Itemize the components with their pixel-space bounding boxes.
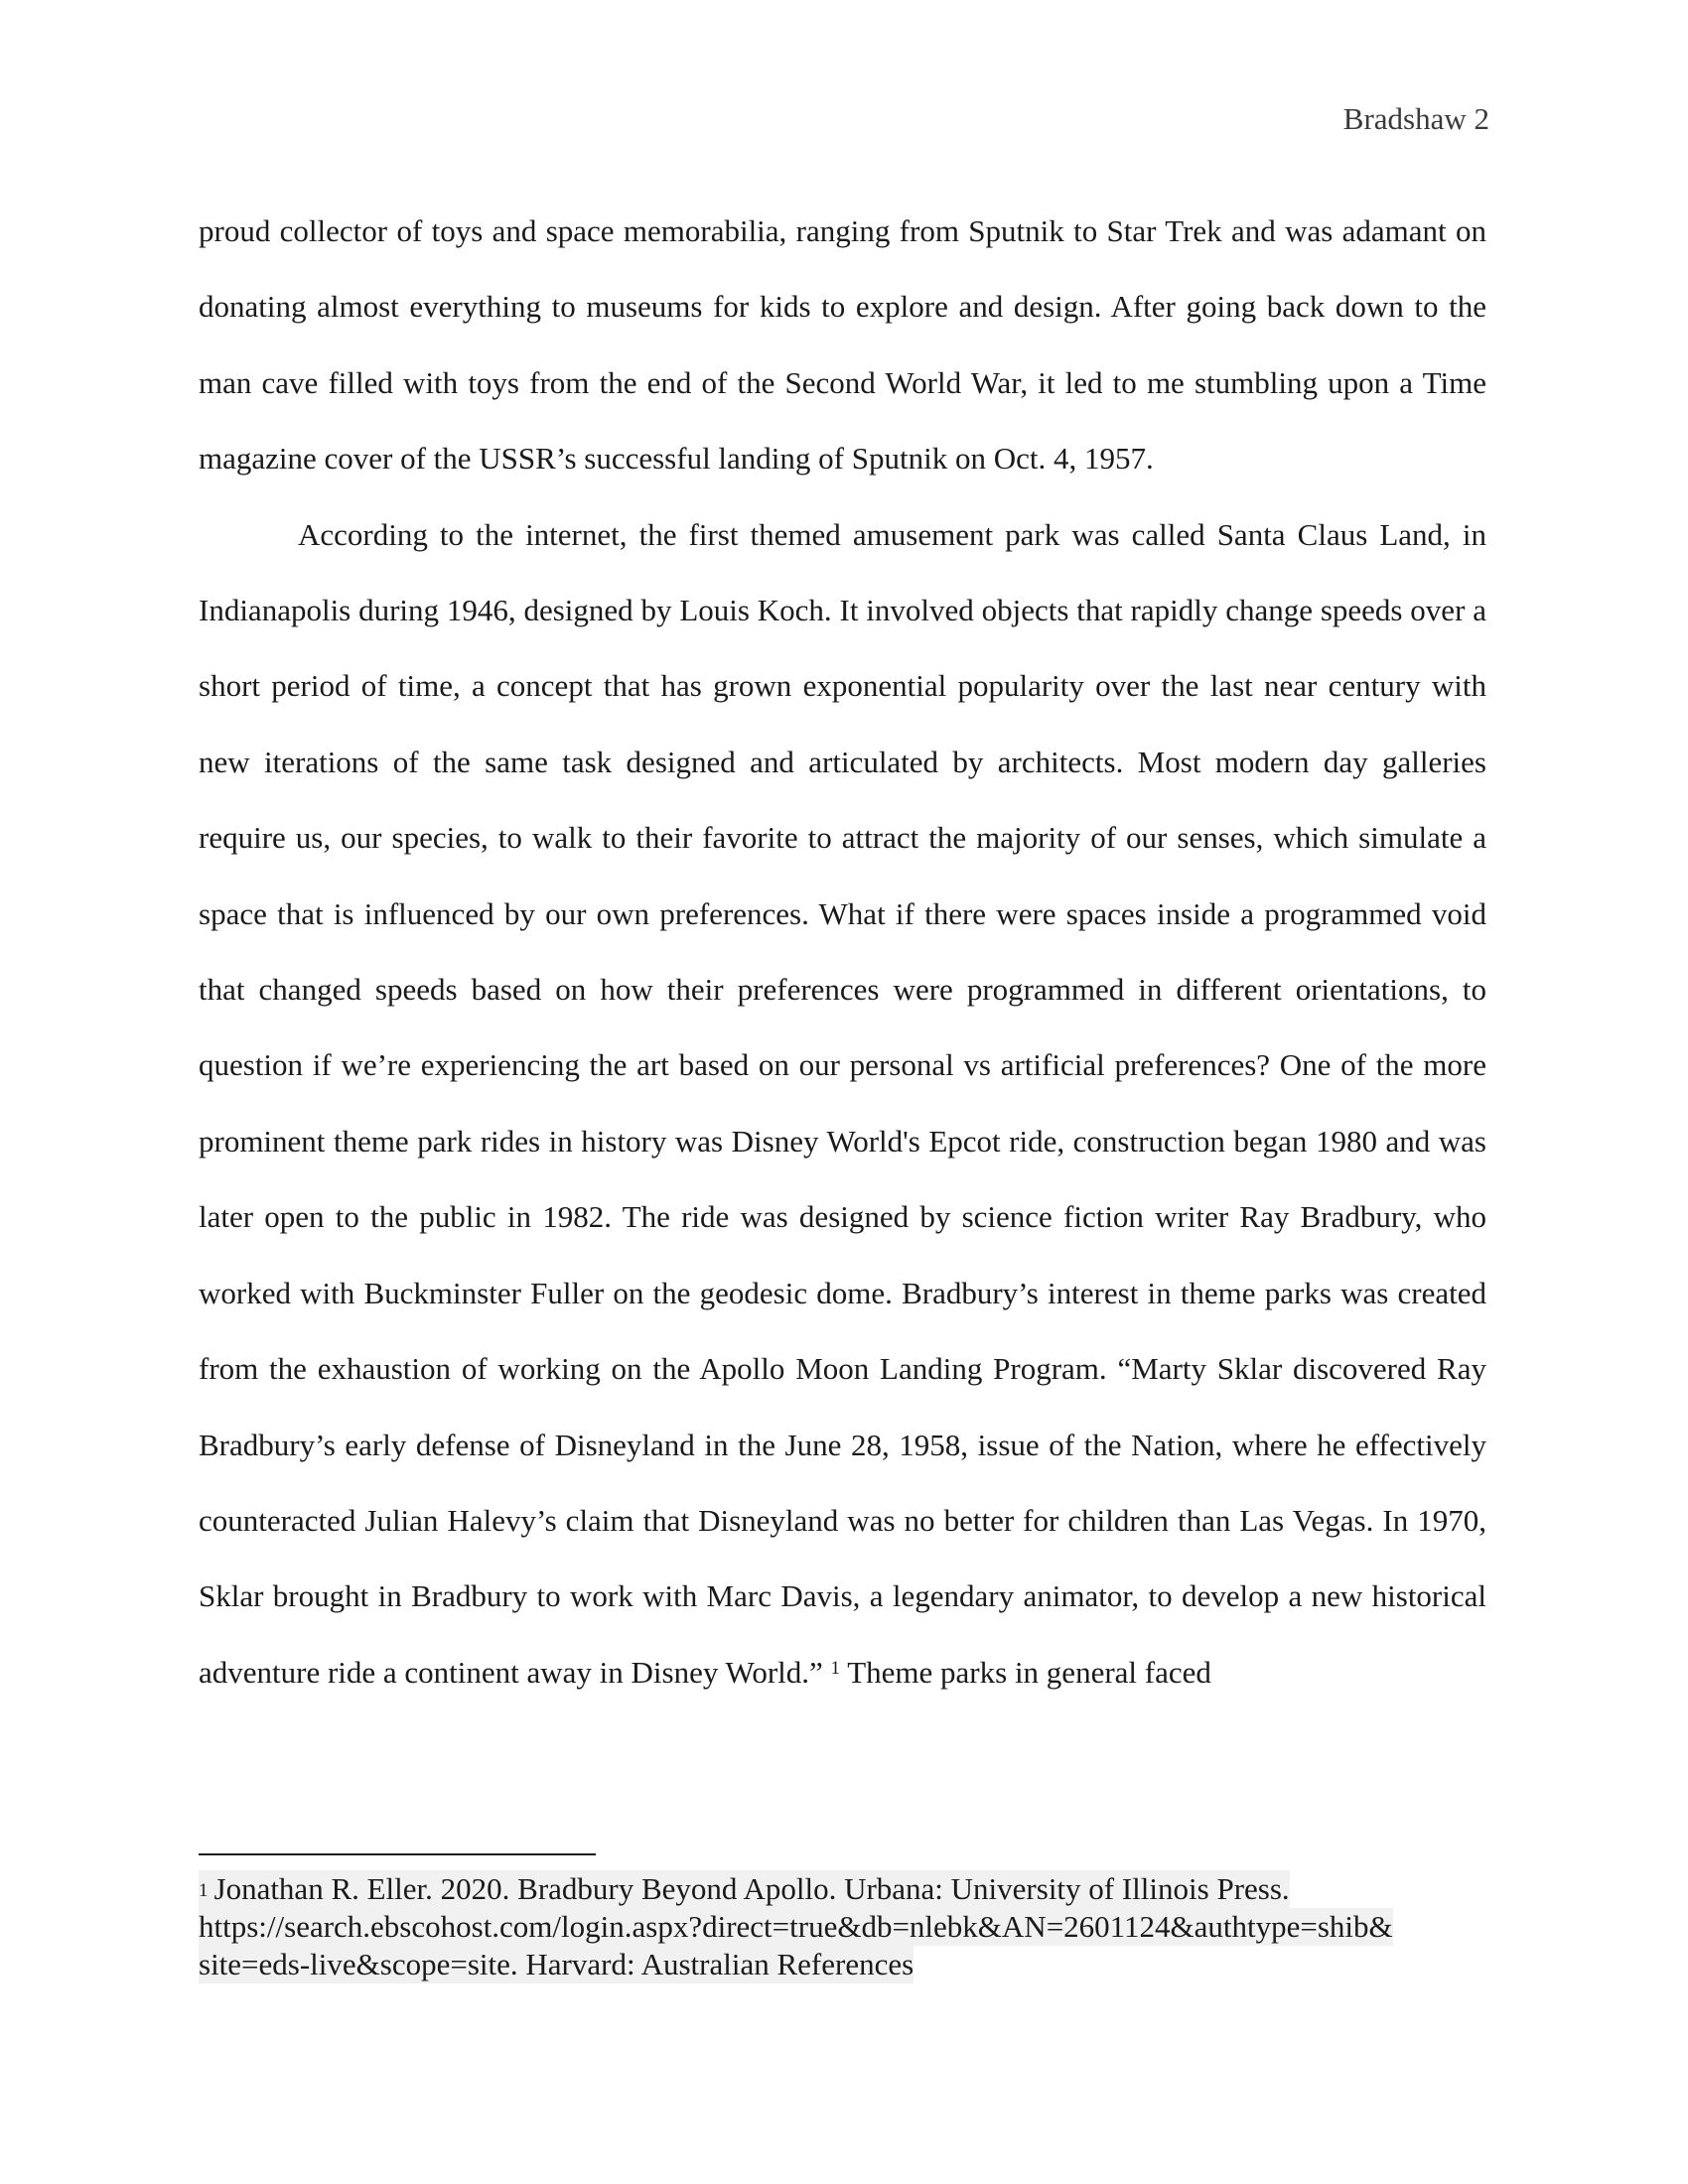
footnote-line-3-row [199,1946,1489,1983]
body-text [199,194,1486,1710]
footnote-line-1-row [199,1870,1489,1908]
footnote-marker: 1 [199,1880,209,1901]
footnote-line-3: site=eds-live&scope=site. Harvard: Australian References [199,1947,914,1981]
running-head: Bradshaw 2 [1342,101,1489,136]
footnote-line-1-wrap [199,1870,1290,1908]
paragraph-2 [199,497,1486,1711]
footnote-line-1: Jonathan R. Eller. 2020. Bradbury Beyond Apollo. Urbana: University of Illinois Press. [213,1871,1290,1906]
footnote-reference[interactable]: 1 [830,1657,841,1679]
paragraph-2-tail: Theme parks in general faced [847,1654,1211,1690]
paragraph-1: proud collector of toys and space memorabilia, ranging from Sputnik to Star Trek and was adamant on donating almost everything to museums for kids to explore and design. After going back down to the man cave filled with toys from the end of the Second World War, it led to me stumbling upon a Time magazine cover of the USSR’s successful landing of Sputnik on Oct. 4, 1957. [199,213,1486,477]
paragraph-2-text: According to the internet, the first themed amusement park was called Santa Claus Land, in Indianapolis during 1946, designed by Louis Koch. It involved objects that rapidly change speeds over a short period of time, a concept that has grown exponential popularity over the last near century with new iterations of the same task designed and articulated by architects. Most modern day galleries require us, our species, to walk to their favorite to attract the majority of our senses, which simulate a space that is influenced by our own preferences. What if there were spaces inside a programmed void that changed speeds based on how their preferences were programmed in different orientations, to question if we’re experiencing the art based on our personal vs artificial preferences? One of the more prominent theme park rides in history was Disney World's Epcot ride, construction began 1980 and was later open to the public in 1982. The ride was designed by science fiction writer Ray Bradbury, who worked with Buckminster Fuller on the geodesic dome. Bradbury’s interest in theme parks was created from the exhaustion of working on the Apollo Moon Landing Program. “Marty Sklar discovered Ray Bradbury’s early defense of Disneyland in the June 28, 1958, issue of the Nation, where he effectively counteracted Julian Halevy’s claim that Disneyland was no better for children than Las Vegas. In 1970, Sklar brought in Bradbury to work with Marc Davis, a legendary animator, to develop a new historical adventure ride a continent away in Disney World.” [199,516,1486,1690]
footnote [199,1870,1489,1983]
footnote-separator [199,1853,596,1855]
footnote-line-2-row [199,1908,1489,1946]
footnote-url[interactable]: https://search.ebscohost.com/login.aspx?direct=true&db=nlebk&AN=2601124&authtype=shib& [199,1909,1393,1944]
